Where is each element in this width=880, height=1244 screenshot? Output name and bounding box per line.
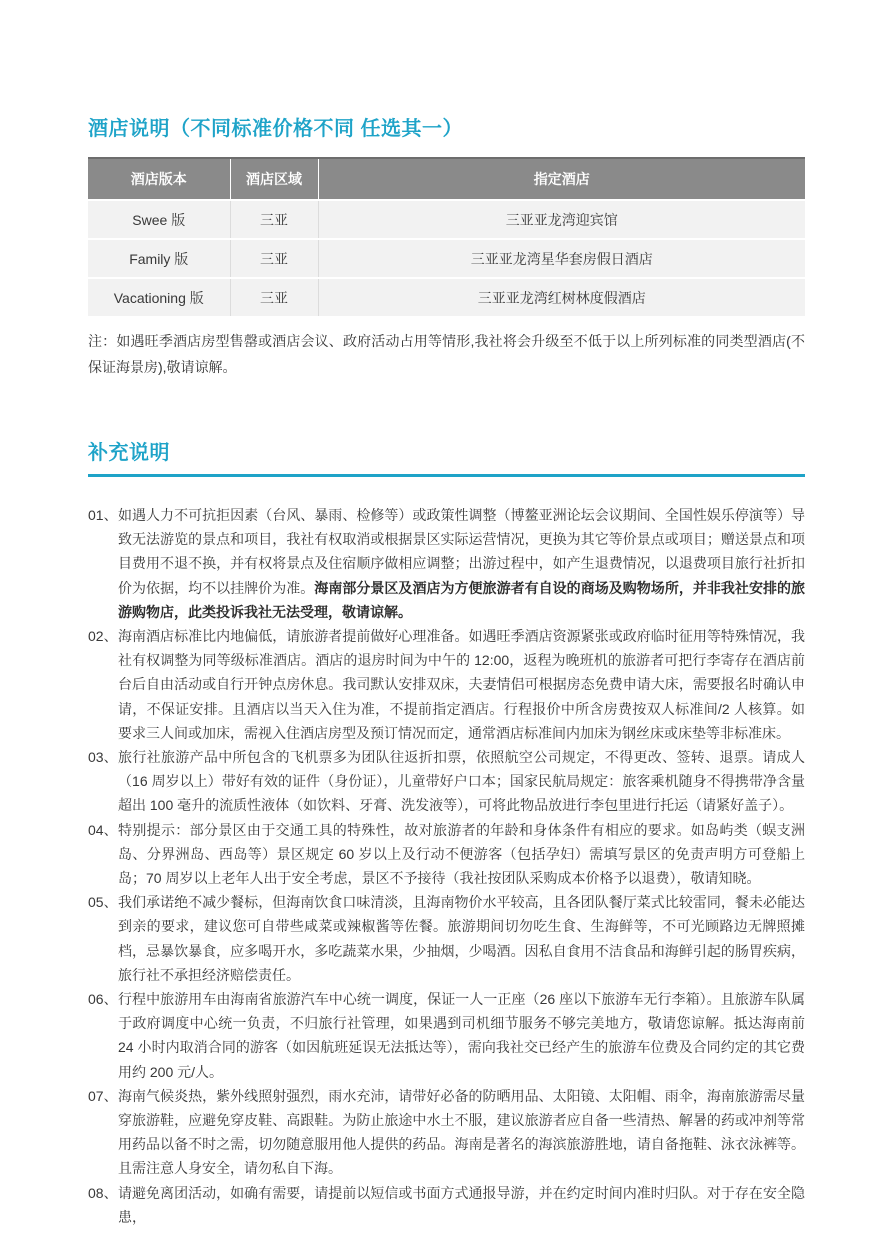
item-text: 请避免离团活动，如确有需要，请提前以短信或书面方式通报导游，并在约定时间内准时归队。对于存在安全隐患， <box>118 1184 805 1225</box>
item-text: 海南气候炎热，紫外线照射强烈，雨水充沛，请带好必备的防晒用品、太阳镜、太阳帽、雨伞，海南旅游需尽量穿旅游鞋，应避免穿皮鞋、高跟鞋。为防止旅途中水土不服，建议旅游者应自备一些清热、解暑的药或冲剂等常用药品以备不时之需，切勿随意服用他人提供的药品。海南是著名的海滨旅游胜地，请自备拖鞋、泳衣泳裤等。且需注意人身安全，请勿私自下海。 <box>118 1087 805 1177</box>
hotel-version-cell: Family 版 <box>88 239 230 278</box>
item-number: 03、 <box>88 749 118 766</box>
item-number: 01、 <box>88 507 118 523</box>
section-title-underline <box>88 474 805 477</box>
item-text: 旅行社旅游产品中所包含的飞机票多为团队往返折扣票，依照航空公司规定，不得更改、签转、退票。请成人（16 周岁以上）带好有效的证件（身份证），儿童带好户口本；国家民航局规定：旅客乘机随身不得携带净含量超出 100 毫升的流质性液体（如饮料、牙膏、洗发液等），可将此物品放进行李包里进行托运（请紧好盖子）。 <box>118 749 805 814</box>
hotel-table-header-hotel: 指定酒店 <box>318 158 805 200</box>
list-item <box>88 503 805 624</box>
item-text: 如遇人力不可抗拒因素（台风、暴雨、检修等）或政策性调整（博鳌亚洲论坛会议期间、全国性娱乐停演等）导致无法游览的景点和项目，我社有权取消或根据景区实际运营情况，更换为其它等价景点或项目；赠送景点和项目费用不退不换，并有权将景点及住宿顺序做相应调整；出游过程中，如产生退费情况，以退费项目旅行社折扣价为依据，均不以挂牌价为准。 <box>118 507 805 596</box>
item-text: 海南酒店标准比内地偏低，请旅游者提前做好心理准备。如遇旺季酒店资源紧张或政府临时征用等特殊情况，我社有权调整为同等级标准酒店。酒店的退房时间为中午的 12:00，返程为晚班机的旅游者可把行李寄存在酒店前台后自由活动或自行开钟点房休息。我司默认安排双床，夫妻情侣可根据房态免费申请大床，需要报名时确认申请，不保证安排。且酒店以当天入住为准，不提前指定酒店。行程报价中所含房费按双人标准间/2 人核算。如要求三人间或加床，需视入住酒店房型及预订情况而定，通常酒店标准间内加床为钢丝床或床垫等非标准床。 <box>118 628 805 741</box>
item-text-bold: 海南部分景区及酒店为方便旅游者有自设的商场及购物场所，并非我社安排的旅游购物店，此类投诉我社无法受理，敬请谅解。 <box>118 579 806 620</box>
hotel-name-cell: 三亚亚龙湾迎宾馆 <box>318 200 805 239</box>
hotel-name-cell: 三亚亚龙湾红树林度假酒店 <box>318 278 805 317</box>
hotel-table-header-row <box>88 158 805 200</box>
table-row <box>88 200 805 239</box>
hotel-note: 注：如遇旺季酒店房型售罄或酒店会议、政府活动占用等情形,我社将会升级至不低于以上所列标准的同类型酒店(不保证海景房),敬请谅解。 <box>88 333 805 375</box>
hotel-region-cell: 三亚 <box>230 200 318 239</box>
table-row <box>88 239 805 278</box>
hotel-table <box>88 157 805 318</box>
hotel-section-title: 酒店说明（不同标准价格不同 任选其一） <box>88 118 464 140</box>
hotel-region-cell: 三亚 <box>230 239 318 278</box>
supplement-section-title: 补充说明 <box>88 442 170 464</box>
hotel-version-cell: Swee 版 <box>88 200 230 239</box>
hotel-name-cell: 三亚亚龙湾星华套房假日酒店 <box>318 239 805 278</box>
supplement-list <box>88 503 805 1229</box>
page-content <box>88 0 805 1229</box>
table-row <box>88 278 805 317</box>
hotel-table-header-region: 酒店区域 <box>230 158 318 200</box>
list-item <box>88 1084 805 1181</box>
item-number: 06、 <box>88 991 118 1008</box>
hotel-version-cell: Vacationing 版 <box>88 278 230 317</box>
item-number: 05、 <box>88 894 118 911</box>
item-text: 我们承诺绝不减少餐标，但海南饮食口味清淡，且海南物价水平较高，且各团队餐厅菜式比较雷同，餐未必能达到亲的要求，建议您可自带些咸菜或辣椒酱等佐餐。旅游期间切勿吃生食、生海鲜等，不可光顾路边无牌照摊档，忌暴饮暴食，应多喝开水，多吃蔬菜水果，少抽烟，少喝酒。因私自食用不洁食品和海鲜引起的肠胃疾病，旅行社不承担经济赔偿责任。 <box>118 894 805 983</box>
hotel-table-header-version: 酒店版本 <box>88 158 230 200</box>
item-number: 07、 <box>88 1087 118 1104</box>
item-number: 02、 <box>88 628 118 645</box>
hotel-region-cell: 三亚 <box>230 278 318 317</box>
item-text: 行程中旅游用车由海南省旅游汽车中心统一调度，保证一人一正座（26 座以下旅游车无行李箱）。且旅游车队属于政府调度中心统一负责，不归旅行社管理，如果遇到司机细节服务不够完美地方，敬请您谅解。抵达海南前 24 小时内取消合同的游客（如因航班延误无法抵达等），需向我社交已经产生的旅游车位费及合同约定的其它费用约 200 元/人。 <box>118 991 805 1080</box>
item-text: 特别提示：部分景区由于交通工具的特殊性，故对旅游者的年龄和身体条件有相应的要求。如岛屿类（蜈支洲岛、分界洲岛、西岛等）景区规定 60 岁以上及行动不便游客（包括孕妇）需填写景区的免责声明方可登船上岛；70 周岁以上老年人出于安全考虑，景区不予接待（我社按团队采购成本价格予以退费），敬请知晓。 <box>118 821 805 887</box>
list-item <box>88 745 805 818</box>
list-item <box>88 890 805 987</box>
list-item <box>88 987 805 1084</box>
item-number: 04、 <box>88 821 118 838</box>
list-item <box>88 818 805 891</box>
list-item <box>88 1181 805 1229</box>
list-item <box>88 624 805 745</box>
item-number: 08、 <box>88 1184 118 1201</box>
